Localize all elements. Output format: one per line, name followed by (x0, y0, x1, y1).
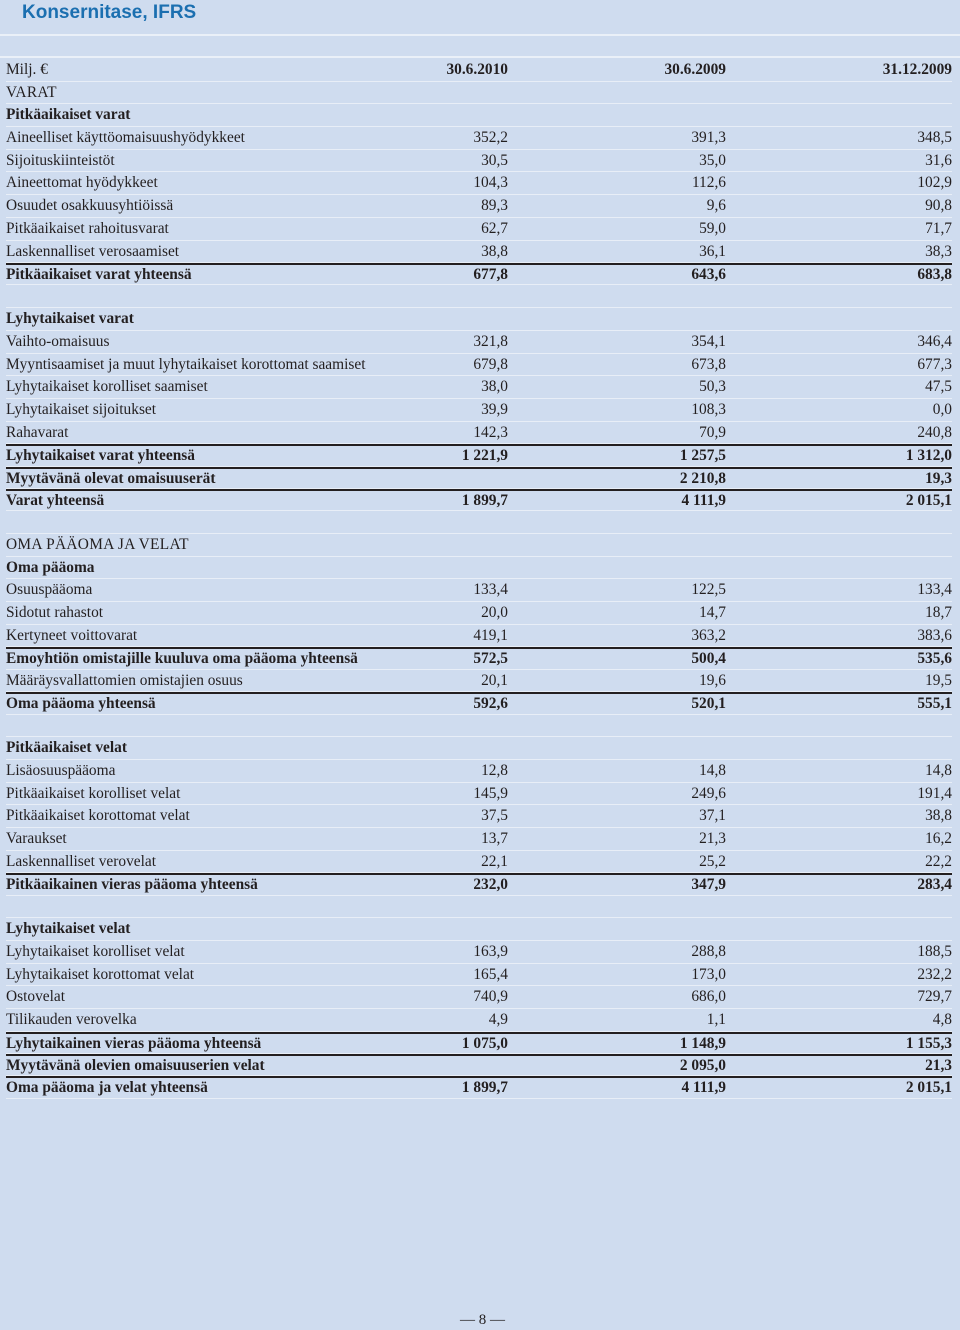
row-label: Pitkäaikainen vieras pääoma yhteensä (6, 876, 258, 894)
table-row (6, 941, 952, 964)
table-row (6, 737, 952, 760)
row-label: Lisäosuuspääoma (6, 761, 116, 779)
table-row (6, 218, 952, 241)
table-row (6, 1032, 952, 1054)
row-label: Ostovelat (6, 988, 65, 1006)
row-label: Tilikauden verovelka (6, 1011, 137, 1029)
row-value: 71,7 (925, 219, 952, 237)
page-title: Konsernitase, IFRS (22, 2, 197, 23)
row-value: 677,8 (473, 266, 508, 284)
row-value: 673,8 (691, 355, 726, 373)
row-label: Määräysvallattomien omistajien osuus (6, 671, 243, 689)
row-value: 38,0 (481, 378, 508, 396)
row-value: 112,6 (691, 174, 726, 192)
table-row (6, 692, 952, 714)
row-label: Myytävänä olevien omaisuuserien velat (6, 1057, 265, 1075)
row-value: 677,3 (917, 355, 952, 373)
row-value: 21,3 (925, 1057, 952, 1075)
row-value: 363,2 (691, 626, 726, 644)
table-row (6, 354, 952, 377)
row-value: 70,9 (699, 423, 726, 441)
row-value: 188,5 (917, 943, 952, 961)
table-row (6, 647, 952, 669)
row-label: Laskennalliset verovelat (6, 852, 156, 870)
row-label: Oma pääoma (6, 558, 95, 576)
table-row (6, 376, 952, 399)
row-label: Oma pääoma ja velat yhteensä (6, 1079, 208, 1097)
row-value: 133,4 (473, 581, 508, 599)
row-value: 104,3 (473, 174, 508, 192)
row-value: 31,6 (925, 151, 952, 169)
row-value: 535,6 (917, 650, 952, 668)
row-value: 232,2 (917, 965, 952, 983)
table-row (6, 489, 952, 511)
row-label: Kertyneet voittovarat (6, 626, 138, 644)
row-value: 89,3 (481, 197, 508, 215)
row-value: 520,1 (691, 695, 726, 713)
row-label: Emoyhtiön omistajille kuuluva oma pääoma yhteensä (6, 650, 358, 668)
table-row (6, 263, 952, 285)
column-header-2009-year: 31.12.2009 (882, 61, 952, 78)
table-row (6, 467, 952, 489)
table-row (6, 760, 952, 783)
row-value: 1 221,9 (461, 447, 508, 465)
row-label: Varat yhteensä (6, 491, 105, 509)
row-value: 9,6 (706, 197, 726, 215)
row-value: 1,1 (706, 1011, 726, 1029)
row-value: 2 095,0 (679, 1057, 726, 1075)
row-label: Pitkäaikaiset velat (6, 739, 127, 757)
row-value: 19,6 (699, 671, 726, 689)
row-value: 22,2 (925, 852, 952, 870)
table-body (6, 82, 952, 1099)
divider (0, 34, 960, 36)
row-label: Varaukset (6, 830, 67, 848)
row-value: 47,5 (925, 378, 952, 396)
row-value: 142,3 (473, 423, 508, 441)
row-value: 163,9 (473, 943, 508, 961)
row-value: 2 015,1 (905, 491, 952, 509)
row-value: 740,9 (473, 988, 508, 1006)
balance-sheet-table (6, 59, 952, 1099)
row-value: 391,3 (691, 129, 726, 147)
table-row (6, 331, 952, 354)
row-value: 347,9 (691, 876, 726, 894)
row-value: 20,0 (481, 603, 508, 621)
row-value: 683,8 (917, 266, 952, 284)
row-value: 16,2 (925, 830, 952, 848)
row-label: Myytävänä olevat omaisuuserät (6, 469, 216, 487)
unit-label: Milj. € (6, 61, 48, 78)
row-value: 35,0 (699, 151, 726, 169)
row-value: 191,4 (917, 784, 952, 802)
table-row (6, 172, 952, 195)
row-label: Pitkäaikaiset varat (6, 106, 131, 124)
row-value: 36,1 (699, 242, 726, 260)
row-value: 122,5 (691, 581, 726, 599)
row-value: 14,8 (699, 761, 726, 779)
row-label: Rahavarat (6, 423, 69, 441)
row-value: 38,8 (925, 807, 952, 825)
row-value: 1 075,0 (461, 1034, 508, 1052)
row-value: 14,7 (699, 603, 726, 621)
row-value: 37,1 (699, 807, 726, 825)
row-label: Lyhytaikaiset sijoitukset (6, 400, 157, 418)
row-label: Lyhytaikainen vieras pääoma yhteensä (6, 1034, 262, 1052)
row-value: 555,1 (917, 695, 952, 713)
table-header (6, 59, 952, 82)
row-label: Osuudet osakkuusyhtiöissä (6, 197, 174, 215)
table-row (6, 1076, 952, 1098)
row-value: 383,6 (917, 626, 952, 644)
row-label: Osuuspääoma (6, 581, 93, 599)
table-row (6, 625, 952, 648)
row-label: Lyhytaikaiset varat yhteensä (6, 447, 195, 465)
row-label: Pitkäaikaiset varat yhteensä (6, 266, 192, 284)
row-value: 321,8 (473, 332, 508, 350)
column-header-2010: 30.6.2010 (446, 61, 508, 78)
row-value: 283,4 (917, 876, 952, 894)
table-row (6, 127, 952, 150)
table-row (6, 602, 952, 625)
row-value: 20,1 (481, 671, 508, 689)
table-row (6, 557, 952, 580)
row-label: Vaihto-omaisuus (6, 332, 110, 350)
row-value: 643,6 (691, 266, 726, 284)
row-value: 352,2 (473, 129, 508, 147)
table-row (6, 150, 952, 173)
row-value: 19,5 (925, 671, 952, 689)
row-value: 4,9 (488, 1011, 508, 1029)
table-row (6, 195, 952, 218)
table-row (6, 851, 952, 874)
row-value: 50,3 (699, 378, 726, 396)
row-value: 18,7 (925, 603, 952, 621)
table-row (6, 783, 952, 806)
row-label: VARAT (6, 83, 57, 101)
row-value: 348,5 (917, 129, 952, 147)
row-value: 686,0 (691, 988, 726, 1006)
row-value: 133,4 (917, 581, 952, 599)
row-label: Aineelliset käyttöomaisuushyödykkeet (6, 129, 245, 147)
row-value: 21,3 (699, 830, 726, 848)
row-label: Lyhytaikaiset varat (6, 310, 134, 328)
spacer-row (6, 896, 952, 919)
row-label: Laskennalliset verosaamiset (6, 242, 180, 260)
row-label: Lyhytaikaiset korottomat velat (6, 965, 195, 983)
row-value: 2 015,1 (905, 1079, 952, 1097)
row-value: 173,0 (691, 965, 726, 983)
row-value: 679,8 (473, 355, 508, 373)
row-label: Lyhytaikaiset korolliset saamiset (6, 378, 208, 396)
row-value: 288,8 (691, 943, 726, 961)
table-row (6, 873, 952, 895)
table-row (6, 805, 952, 828)
row-value: 145,9 (473, 784, 508, 802)
row-value: 90,8 (925, 197, 952, 215)
row-label: Aineettomat hyödykkeet (6, 174, 158, 192)
row-value: 19,3 (925, 469, 952, 487)
table-row (6, 1009, 952, 1032)
row-value: 12,8 (481, 761, 508, 779)
table-row (6, 828, 952, 851)
row-value: 102,9 (917, 174, 952, 192)
table-row (6, 82, 952, 105)
row-value: 62,7 (481, 219, 508, 237)
table-row (6, 534, 952, 557)
spacer-row (6, 715, 952, 738)
row-value: 4,8 (932, 1011, 952, 1029)
row-label: Oma pääoma yhteensä (6, 695, 156, 713)
row-value: 1 899,7 (461, 1079, 508, 1097)
row-value: 59,0 (699, 219, 726, 237)
table-row (6, 308, 952, 331)
row-label: Lyhytaikaiset korolliset velat (6, 943, 185, 961)
row-value: 39,9 (481, 400, 508, 418)
row-value: 592,6 (473, 695, 508, 713)
row-value: 572,5 (473, 650, 508, 668)
page-number: — 8 — (460, 1312, 505, 1328)
row-label: Sijoituskiinteistöt (6, 151, 115, 169)
spacer-row (6, 285, 952, 308)
row-value: 500,4 (691, 650, 726, 668)
row-value: 25,2 (699, 852, 726, 870)
table-row (6, 670, 952, 693)
row-label: OMA PÄÄOMA JA VELAT (6, 535, 189, 553)
row-value: 419,1 (473, 626, 508, 644)
row-value: 346,4 (917, 332, 952, 350)
row-value: 232,0 (473, 876, 508, 894)
column-header-2009-q2: 30.6.2009 (664, 61, 726, 78)
divider (0, 56, 960, 58)
row-label: Sidotut rahastot (6, 603, 104, 621)
table-row (6, 986, 952, 1009)
row-value: 14,8 (925, 761, 952, 779)
table-row (6, 964, 952, 987)
row-value: 1 899,7 (461, 491, 508, 509)
row-value: 729,7 (917, 988, 952, 1006)
row-label: Pitkäaikaiset korolliset velat (6, 784, 181, 802)
row-value: 1 155,3 (905, 1034, 952, 1052)
row-value: 13,7 (481, 830, 508, 848)
row-label: Myyntisaamiset ja muut lyhytaikaiset korottomat saamiset (6, 355, 366, 373)
row-value: 37,5 (481, 807, 508, 825)
row-value: 1 257,5 (679, 447, 726, 465)
table-row (6, 241, 952, 264)
row-value: 354,1 (691, 332, 726, 350)
table-row (6, 104, 952, 127)
table-row (6, 444, 952, 466)
row-value: 38,3 (925, 242, 952, 260)
row-value: 22,1 (481, 852, 508, 870)
row-value: 4 111,9 (681, 491, 726, 509)
row-value: 0,0 (932, 400, 952, 418)
row-value: 249,6 (691, 784, 726, 802)
row-value: 240,8 (917, 423, 952, 441)
row-value: 1 312,0 (905, 447, 952, 465)
row-label: Pitkäaikaiset rahoitusvarat (6, 219, 169, 237)
row-value: 108,3 (691, 400, 726, 418)
table-row (6, 422, 952, 445)
row-value: 30,5 (481, 151, 508, 169)
row-label: Pitkäaikaiset korottomat velat (6, 807, 190, 825)
row-label: Lyhytaikaiset velat (6, 920, 131, 938)
row-value: 1 148,9 (679, 1034, 726, 1052)
spacer-row (6, 511, 952, 534)
table-row (6, 399, 952, 422)
row-value: 4 111,9 (681, 1079, 726, 1097)
row-value: 38,8 (481, 242, 508, 260)
table-row (6, 1054, 952, 1076)
row-value: 2 210,8 (679, 469, 726, 487)
table-row (6, 579, 952, 602)
row-value: 165,4 (473, 965, 508, 983)
table-row (6, 918, 952, 941)
